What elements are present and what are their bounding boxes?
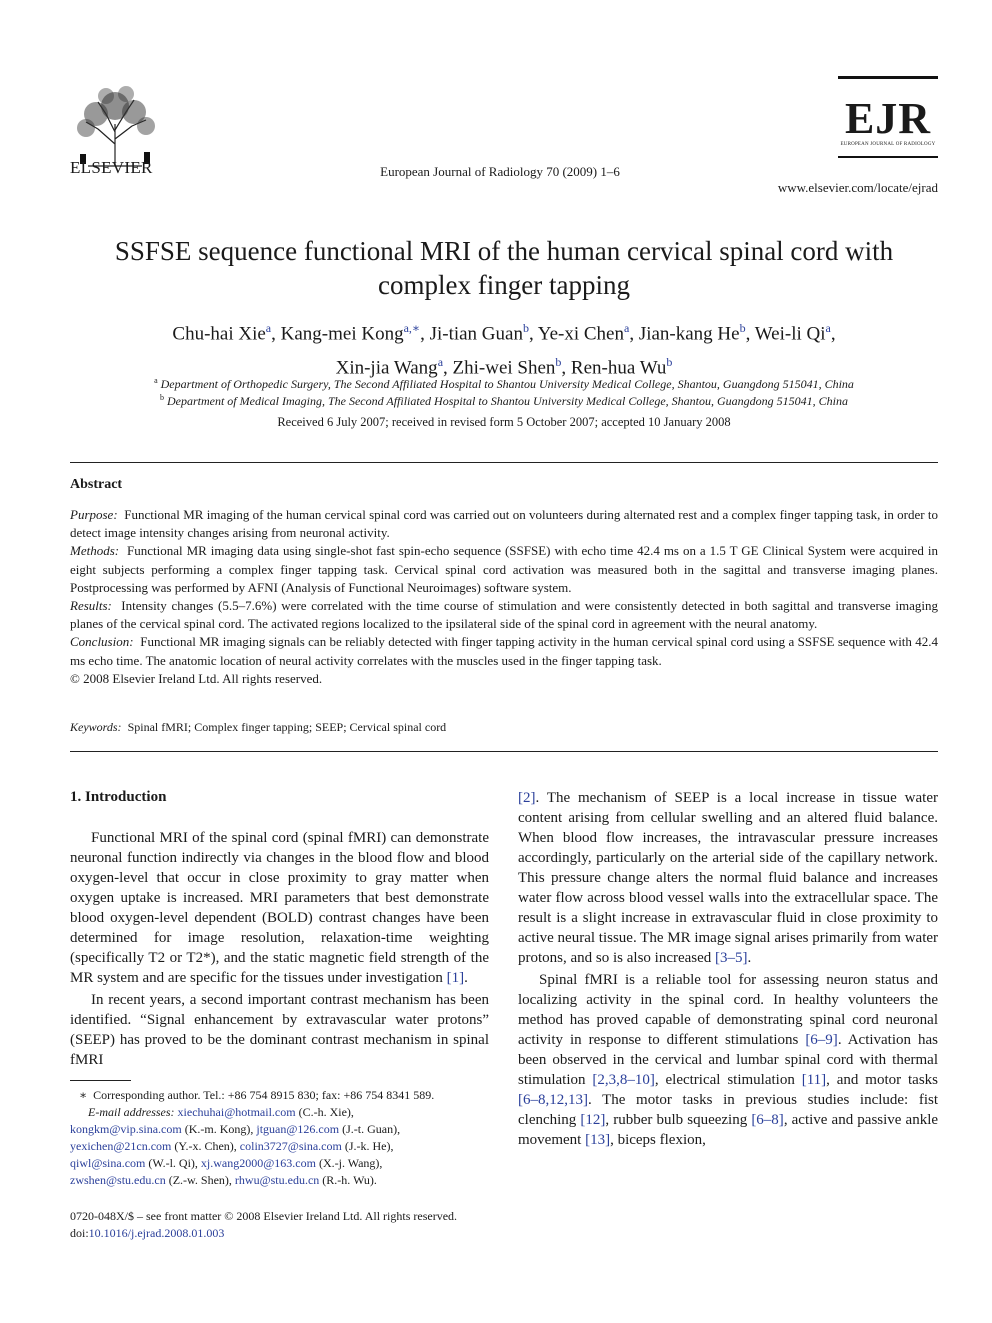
paragraph-text: , active and passive ankle movement (518, 1112, 939, 1148)
citation-link[interactable]: [11] (801, 1072, 827, 1088)
paragraph-text: In recent years, a second important contrast mechanism has been identified. “Signal enhancement by extravascular water protons” (SEEP) has proved to be the dominant contrast mechanism in spinal fMRI (70, 992, 489, 1068)
author: Ye-xi Chen (537, 323, 624, 345)
journal-url-link[interactable]: www.elsevier.com/locate/ejrad (777, 180, 938, 195)
email-link[interactable]: rhwu@stu.edu.cn (234, 1173, 320, 1187)
citation-link[interactable]: [1] (446, 970, 465, 986)
abstract-conclusion (70, 633, 938, 669)
email-owner: (K.-m. Kong), (181, 1122, 257, 1136)
author: Wei-li Qi (754, 323, 826, 345)
issn-line: 0720-048X/$ – see front matter © 2008 Elsevier Ireland Ltd. All rights reserved. (70, 1209, 458, 1223)
email-label: E-mail addresses: (88, 1105, 175, 1119)
paragraph (70, 990, 489, 1070)
email-owner: (Z.-w. Shen), (165, 1173, 235, 1187)
author: Zhi-wei Shen (452, 357, 556, 379)
paragraph (518, 970, 938, 1150)
author: Xin-jia Wang (335, 357, 438, 379)
citation-link[interactable]: [6–8,12,13] (518, 1092, 588, 1108)
email-owner: (Y.-x. Chen), (171, 1139, 240, 1153)
author: Kang-mei Kong (280, 323, 404, 345)
doi-line (70, 1225, 550, 1242)
paragraph-text: . Activation has been observed in the cervical and lumbar spinal cord with thermal stimulation (518, 1032, 938, 1088)
citation-link[interactable]: [6–9] (805, 1032, 838, 1048)
author-separator: , (443, 357, 453, 379)
abstract-methods (70, 542, 938, 597)
corresponding-author-note (70, 1087, 489, 1104)
author: Jian-kang He (638, 323, 740, 345)
keywords-text: Spinal fMRI; Complex finger tapping; SEEP; Cervical spinal cord (127, 720, 447, 734)
journal-logo-abbrev: EJR (844, 94, 932, 143)
footnote-mark: ∗ (79, 1088, 88, 1102)
paragraph-text: , and motor tasks (826, 1072, 938, 1088)
abstract-copyright: © 2008 Elsevier Ireland Ltd. All rights reserved. (70, 670, 323, 686)
email-owner: (X.-j. Wang), (315, 1156, 383, 1170)
email-owner: (J.-t. Guan), (339, 1122, 401, 1136)
citation-link[interactable]: [12] (580, 1112, 606, 1128)
paragraph-text: , rubber bulb squeezing (605, 1112, 748, 1128)
abstract-text: Functional MR imaging data using single-shot fast spin-echo sequence (SSFSE) with echo time 42.4 ms on a 1.5 T GE Clinical System were acquired in eight subjects performing a complex finger tapping task. Cervical spinal cord activation was measured both in the sagittal and transverse imaging planes. Postprocessing was performed by AFNI (Analysis of Functional Neuroimages) software system. (70, 543, 938, 595)
journal-reference: European Journal of Radiology 70 (2009) 1–6 (380, 164, 620, 179)
citation-link[interactable]: [3–5] (715, 950, 748, 966)
abstract-text: Intensity changes (5.5–7.6%) were correlated with the time course of stimulation and were consistently detected in both sagittal and transverse imaging planes of the cervical spinal cord. The activated regions localized to the ipsilateral side of the spinal cord in agreement with the neural anatomy. (70, 598, 938, 632)
abstract-body (70, 506, 938, 688)
email-link[interactable]: xj.wang2000@163.com (200, 1156, 316, 1170)
author-affiliation-mark[interactable]: b (555, 355, 562, 370)
author-separator: , (629, 323, 639, 345)
email-link[interactable]: kongkm@vip.sina.com (70, 1122, 182, 1136)
email-owner: (R.-h. Wu). (319, 1173, 377, 1187)
citation-link[interactable]: [13] (585, 1132, 611, 1148)
email-link[interactable]: colin3727@sina.com (239, 1139, 342, 1153)
affiliation-mark: b (159, 393, 164, 402)
divider (70, 462, 938, 463)
author-affiliation-mark[interactable]: a,∗ (403, 321, 421, 335)
citation-link[interactable]: [6–8] (751, 1112, 784, 1128)
citation-link[interactable]: [2,3,8–10] (592, 1072, 655, 1088)
keywords (70, 720, 938, 735)
email-addresses (70, 1104, 489, 1189)
paragraph-text: . The mechanism of SEEP is a local increase in tissue water content arising from cellular swelling and an altered fluid balance. When blood flow increases, the intravascular pressure increases accordingly, particularly on the arterial side of the capillary network. This pressure change alters the normal fluid balance and increases water flow across blood vessel walls into the extracellular space. The result is a slight increase in extravascular fluid in close proximity to active neural tissue. The MR image signal arises primarily from water protons, and so is also increased (518, 790, 939, 966)
affiliation-a (70, 376, 938, 392)
author-list (70, 314, 938, 383)
publisher-name: ELSEVIER (70, 158, 153, 177)
paragraph (70, 828, 489, 988)
footnotes (70, 1087, 489, 1189)
author-separator: , (561, 357, 571, 379)
article-title: SSFSE sequence functional MRI of the human cervical spinal cord with complex finger tapping (114, 236, 894, 300)
author-affiliation-mark[interactable]: b (666, 355, 673, 370)
footnote-rule (70, 1080, 131, 1081)
abstract-text: Functional MR imaging signals can be reliably detected with finger tapping activity in the human cervical spinal cord using a SSFSE sequence with 42.4 ms echo time. The anatomic location of neural activity correlates with the muscles used in the finger tapping task. (70, 634, 939, 668)
doi-label: doi: (70, 1226, 89, 1240)
paragraph-text: . (464, 970, 468, 986)
email-link[interactable]: zwshen@stu.edu.cn (70, 1173, 166, 1187)
journal-logo-fullname: EUROPEAN JOURNAL OF RADIOLOGY (840, 142, 936, 147)
author-affiliation-mark[interactable]: a (825, 321, 831, 335)
paragraph-continued (518, 788, 938, 968)
abstract-heading: Abstract (70, 477, 123, 492)
section-label: Results: (70, 598, 112, 614)
email-owner: (J.-k. He), (341, 1139, 394, 1153)
author-separator: , (420, 323, 430, 345)
email-link[interactable]: yexichen@21cn.com (70, 1139, 172, 1153)
paragraph-text: . The motor tasks in previous studies include: fist clenching (518, 1092, 938, 1128)
abstract-results (70, 597, 938, 633)
front-matter (70, 1208, 550, 1242)
keywords-label: Keywords: (70, 720, 122, 734)
author-separator: , (271, 323, 281, 345)
author-affiliation-mark[interactable]: b (522, 321, 529, 335)
paragraph-text: . (747, 950, 752, 966)
author: Chu-hai Xie (172, 323, 266, 345)
author-affiliation-mark[interactable]: a (437, 355, 444, 370)
email-owner: (W.-l. Qi), (145, 1156, 201, 1170)
affiliation-text: Department of Medical Imaging, The Second Affiliated Hospital to Shantou University Medical College, Shantou, Guangdong 515041, China (166, 394, 849, 408)
affiliation-mark: a (154, 376, 158, 385)
body-column-right (518, 788, 938, 1150)
email-link[interactable]: qiwl@sina.com (70, 1156, 146, 1170)
footnote-text: Corresponding author. Tel.: +86 754 8915 830; fax: +86 754 8341 589. (93, 1088, 435, 1102)
author-affiliation-mark[interactable]: b (739, 321, 746, 335)
paragraph-text: , biceps flexion, (610, 1132, 706, 1148)
abstract-text: Functional MR imaging of the human cervical spinal cord was carried out on volunteers during alternated rest and a complex finger tapping task, in order to detect image intensity changes arising from neuronal activity. (70, 507, 939, 541)
author-separator: , (830, 323, 836, 345)
section-label: Conclusion: (70, 634, 134, 650)
email-link[interactable]: xiechuhai@hotmail.com (177, 1105, 296, 1119)
affiliation-text: Department of Orthopedic Surgery, The Second Affiliated Hospital to Shantou University Medical College, Shantou, Guangdong 515041, China (160, 377, 854, 391)
author-separator: , (528, 323, 538, 345)
author-separator: , (745, 323, 755, 345)
email-link[interactable]: jtguan@126.com (256, 1122, 340, 1136)
author: Ren-hua Wu (570, 357, 667, 379)
email-owner: (C.-h. Xie), (295, 1105, 354, 1119)
body-column-left (70, 828, 489, 1070)
citation-link[interactable]: [2] (518, 790, 536, 806)
author: Ji-tian Guan (429, 323, 523, 345)
author-affiliation-mark[interactable]: a (623, 321, 630, 335)
abstract-purpose (70, 506, 938, 542)
divider (70, 751, 938, 752)
journal-logo-rule-bottom (838, 156, 938, 158)
paragraph-text: Spinal fMRI is a reliable tool for assessing neuron status and localizing activity in the spinal cord. In healthy volunteers the method has proved capable of demonstrating spinal cord neuronal activity in response to different stimulations (518, 972, 938, 1048)
article-history: Received 6 July 2007; received in revised form 5 October 2007; accepted 10 January 2008 (277, 415, 731, 429)
doi-link[interactable]: 10.1016/j.ejrad.2008.01.003 (88, 1226, 225, 1240)
paragraph-text: Functional MRI of the spinal cord (spinal fMRI) can demonstrate neuronal function indirectly via changes in the blood flow and blood oxygen-level that occur in close proximity to gray matter when oxygen uptake is increased. MRI parameters that best demonstrate blood oxygen-level dependent (BOLD) contrast changes have been determined for image resolution, relaxation-time weighting (specifically T2 or T2*), and the static magnetic field strength of the MR system and are specific for the tissues under investigation (70, 830, 489, 986)
author-affiliation-mark[interactable]: a (265, 321, 272, 335)
paragraph-text: , electrical stimulation (654, 1072, 795, 1088)
section-label: Purpose: (70, 507, 118, 522)
journal-logo-rule-top (838, 76, 938, 79)
section-label: Methods: (70, 543, 120, 559)
affiliation-b (70, 393, 938, 409)
section-heading-introduction: 1. Introduction (70, 789, 167, 805)
